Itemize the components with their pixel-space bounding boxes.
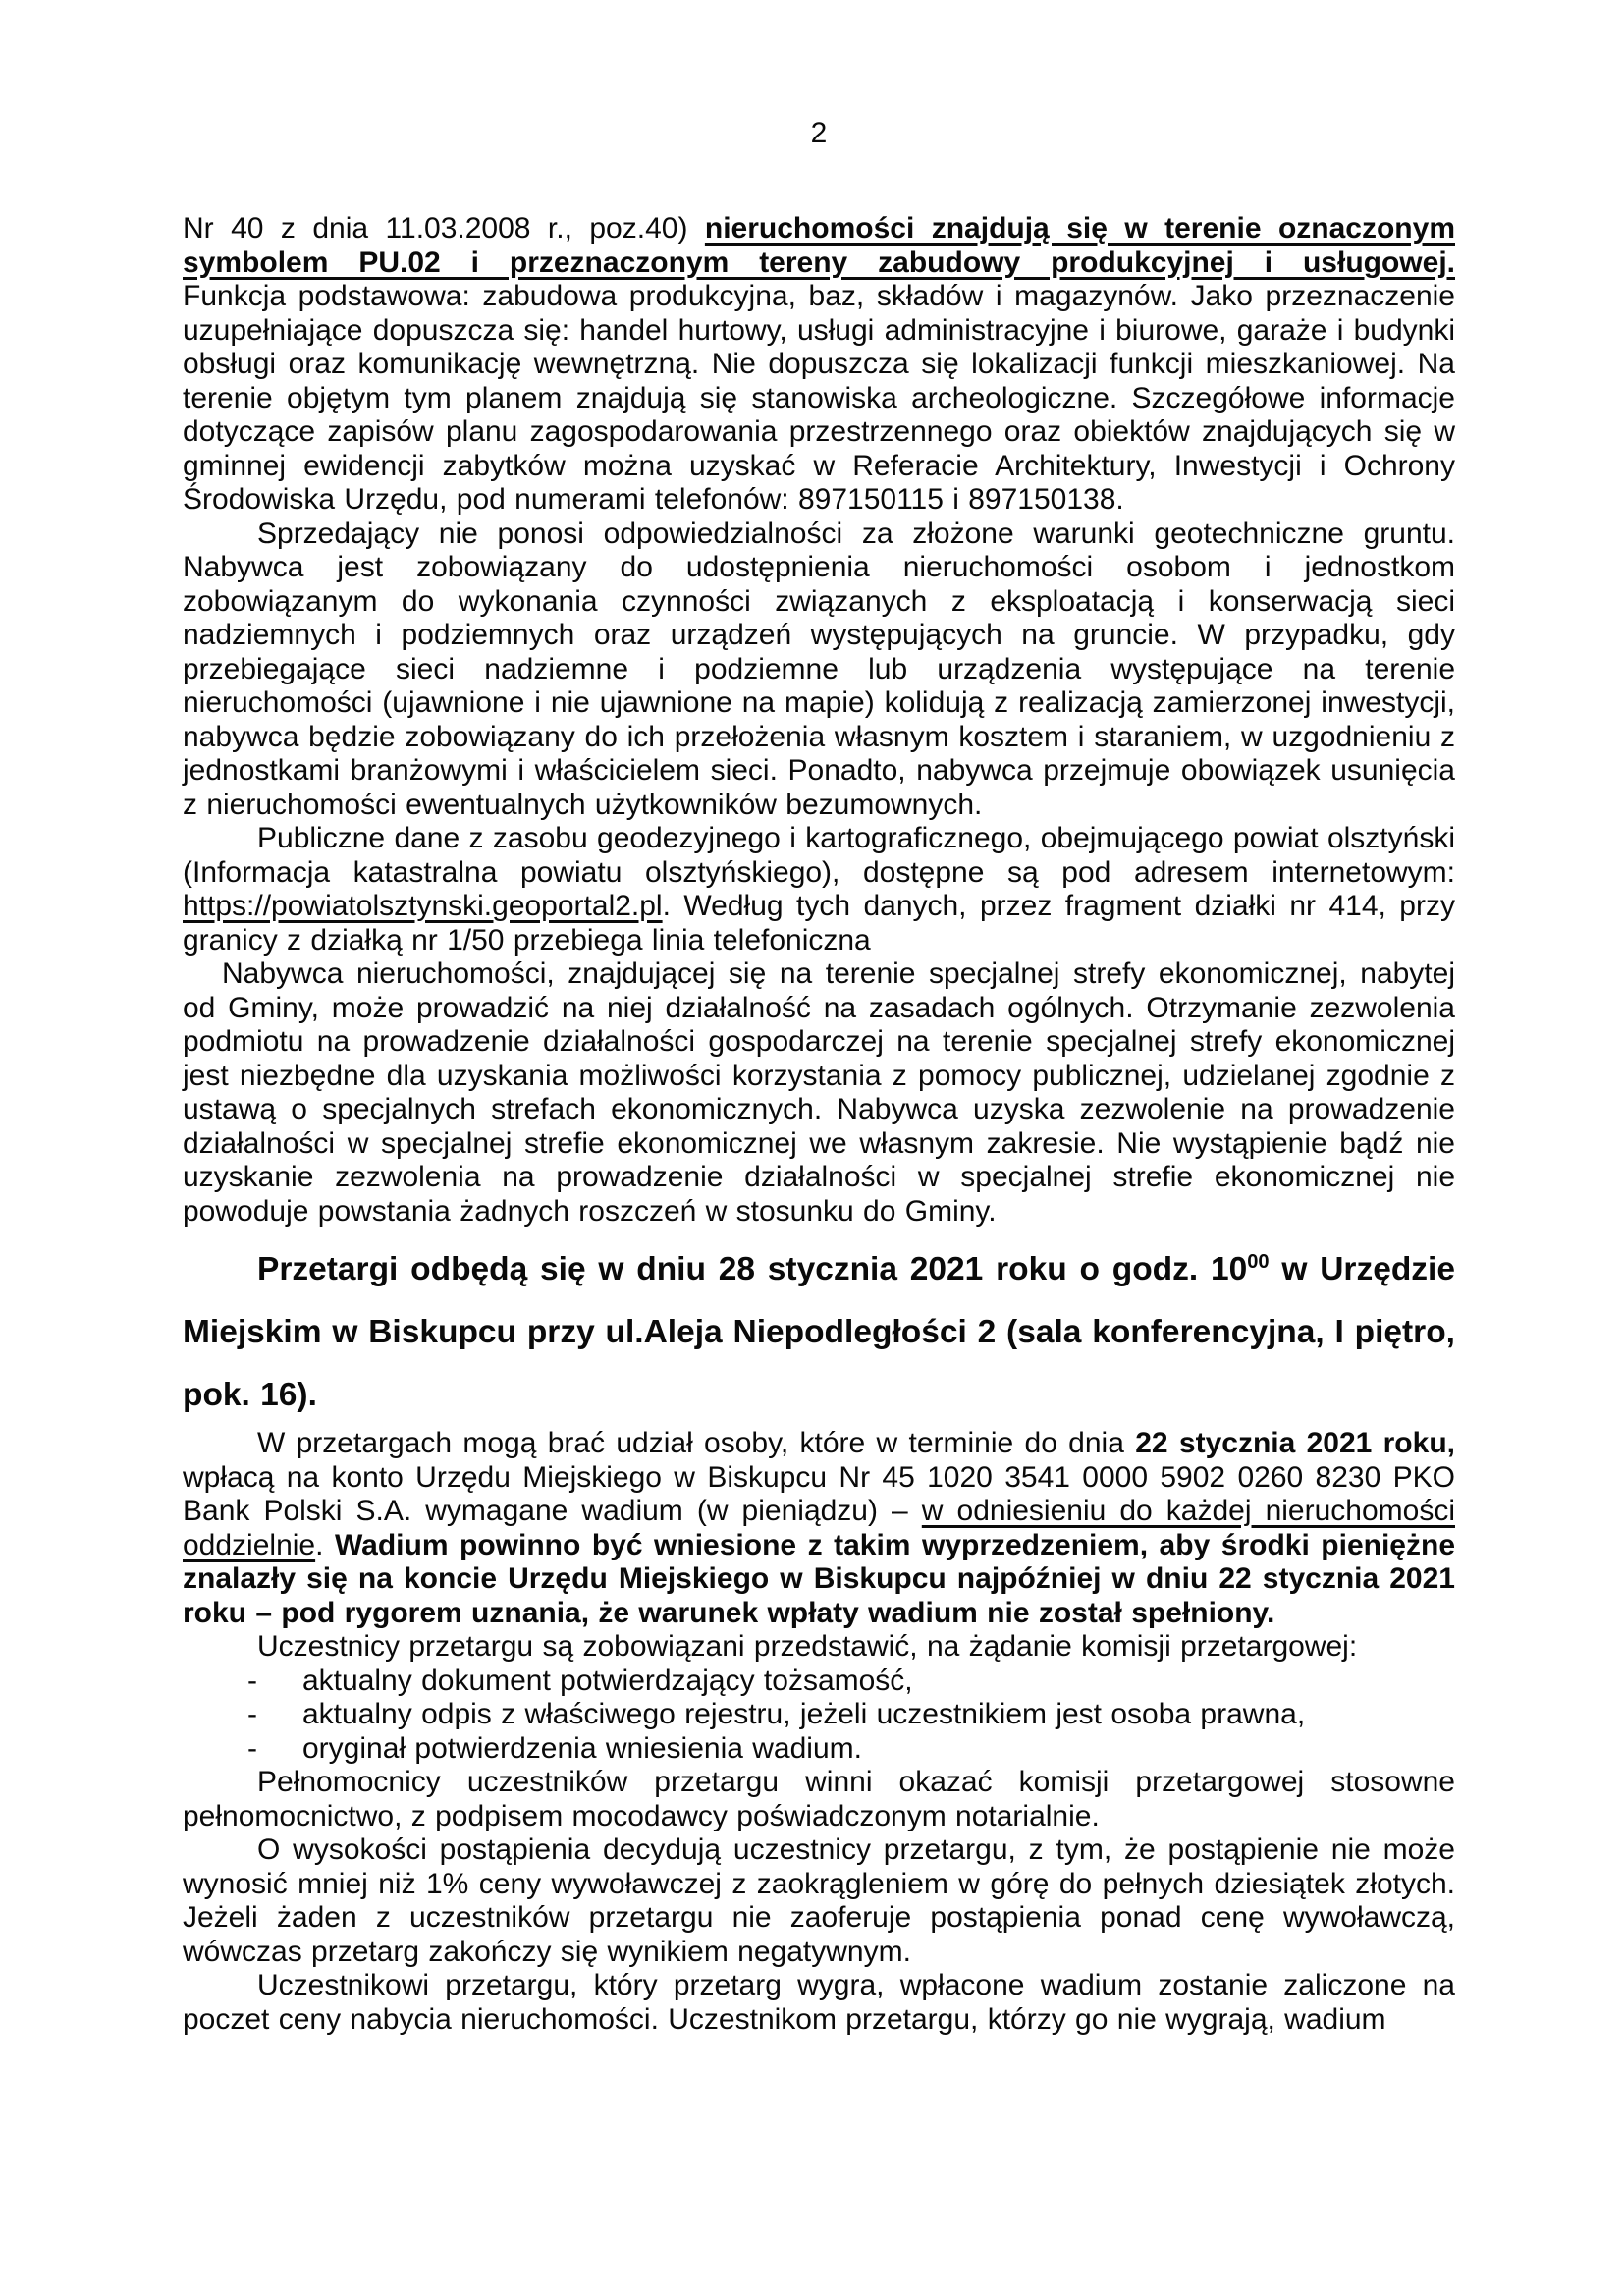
text-run: oryginał potwierdzenia wniesienia wadium.: [302, 1731, 862, 1765]
auction-date-heading: [183, 1238, 1455, 1427]
text-run: Przetargi odbędą się w dniu 28 stycznia 2021 roku o godz. 10: [257, 1251, 1248, 1287]
list-item-identity-document: [183, 1665, 1455, 1699]
text-run: -: [247, 1731, 257, 1765]
special-economic-zone: [183, 957, 1455, 1229]
text-run: Nr 40 z dnia 11.03.2008 r., poz.40): [183, 212, 705, 245]
list-item-registry-extract: [183, 1698, 1455, 1732]
text-run: Funkcja podstawowa: zabudowa produkcyjna, baz, składów i magazynów. Jako przeznaczenie uzupełniające dopuszcza się: handel hurtowy, usługi administracyjne i biurowe, garaże i budynki obsługi oraz komunikację wewnętrzną. Nie dopuszcza się lokalizacji funkcji mieszkaniowej. Na terenie objętym tym planem znajdują się stanowiska archeologiczne. Szczegółowe informacje dotyczące zapisów planu zagospodarowania przestrzennego oraz obiektów znajdujących się w gminnej ewidencji zabytków można uzyskać w Referacie Architektury, Inwestycji i Ochrony Środowiska Urzędu, pod numerami telefonów: 897150115 i 897150138.: [183, 280, 1455, 516]
text-run: symbolem PU.02 i przeznaczonym tereny zabudowy produkcyjnej i usługowej.: [183, 246, 1455, 279]
required-documents-intro: [183, 1630, 1455, 1665]
text-run: Uczestnicy przetargu są zobowiązani przedstawić, na żądanie komisji przetargowej:: [257, 1630, 1358, 1663]
text-run: W przetargach mogą brać udział osoby, które w terminie do dnia: [257, 1427, 1136, 1459]
text-run: -: [247, 1664, 257, 1697]
text-run: Wadium powinno być wniesione z takim wyprzedzeniem, aby środki pieniężne znalazły się na koncie Urzędu Miejskiego w Biskupcu najpóźniej w dniu 22 stycznia 2021 roku – pod rygorem uznania, że warunek wpłaty wadium nie został spełniony.: [183, 1528, 1456, 1629]
seller-liability: [183, 518, 1455, 823]
geodetic-data: [183, 822, 1455, 957]
text-run: Uczestnikowi przetargu, który przetarg wygra, wpłacone wadium zostanie zaliczone na poczet ceny nabycia nieruchomości. Uczestnikom przetargu, którzy go nie wygrają, wadium: [183, 1969, 1455, 2036]
text-run: .: [315, 1528, 335, 1561]
text-run: w odniesieniu do każdej nieruchomości oddzielnie: [183, 1495, 1455, 1561]
text-run: -: [247, 1698, 257, 1730]
text-run: Sprzedający nie ponosi odpowiedzialności za złożone warunki geotechniczne gruntu. Nabywca jest zobowiązany do udostępnienia nieruchomości osobom i jednostkom zobowiązanym do wykonania czynności związanych z eksploatacją i konserwacją sieci nadziemnych i podziemnych oraz urządzeń występujących na gruncie. W przypadku, gdy przebiegające sieci nadziemne i podziemne lub urządzenia występujące na terenie nieruchomości (ujawnione i nie ujawnione na mapie) kolidują z realizacją zamierzonej inwestycji, nabywca będzie zobowiązany do ich przełożenia własnym kosztem i staraniem, w uzgodnieniu z jednostkami branżowymi i właścicielem sieci. Ponadto, nabywca przejmuje obowiązek usunięcia z nieruchomości ewentualnych użytkowników bezumownych.: [183, 517, 1455, 821]
text-run: aktualny odpis z właściwego rejestru, jeżeli uczestnikiem jest osoba prawna,: [302, 1698, 1306, 1730]
geoportal-url: https://powiatolsztynski.geoportal2.pl: [183, 890, 663, 922]
text-run: 00: [1247, 1250, 1270, 1273]
text-run: . Według tych danych, przez fragment działki nr 414, przy granicy z działką nr 1/50 przebiega linia telefoniczna: [183, 890, 1455, 957]
text-run: Publiczne dane z zasobu geodezyjnego i kartograficznego, obejmującego powiat olsztyński (Informacja katastralna powiatu olsztyńskiego), dostępne są pod adresem internetowym:: [183, 822, 1455, 889]
text-run: Pełnomocnicy uczestników przetargu winni okazać komisji przetargowej stosowne pełnomocnictwo, z podpisem mocodawcy poświadczonym notarialnie.: [183, 1766, 1455, 1832]
list-item-deposit-proof: [183, 1732, 1455, 1767]
text-run: 22 stycznia 2021 roku,: [1135, 1427, 1455, 1459]
proxies-requirement: [183, 1766, 1455, 1833]
text-run: Nabywca nieruchomości, znajdującej się na terenie specjalnej strefy ekonomicznej, nabytej od Gminy, może prowadzić na niej działalność na zasadach ogólnych. Otrzymanie zezwolenia podmiotu na prowadzenie działalności gospodarczej na terenie specjalnej strefy ekonomicznej jest niezbędne dla uzyskania możliwości korzystania z pomocy publicznej, udzielanej zgodnie z ustawą o specjalnych strefach ekonomicznych. Nabywca uzyska zezwolenie na prowadzenie działalności w specjalnej strefie ekonomicznej we własnym zakresie. Nie wystąpienie bądź nie uzyskanie zezwolenia na prowadzenie działalności w specjalnej strefie ekonomicznej nie powoduje powstania żadnych roszczeń w stosunku do Gminy.: [183, 957, 1455, 1228]
intro-plan-designation: [183, 212, 1455, 280]
text-run: O wysokości postąpienia decydują uczestnicy przetargu, z tym, że postąpienie nie może wynosić mniej niż 1% ceny wywoławczej z zaokrągleniem w górę do pełnych dziesiątek złotych. Jeżeli żaden z uczestników przetargu nie zaoferuje postąpienia ponad cenę wywoławczą, wówczas przetarg zakończy się wynikiem negatywnym.: [183, 1833, 1455, 1968]
bid-increment-rules: [183, 1833, 1455, 1969]
deposit-requirements: [183, 1427, 1455, 1630]
text-run: w Urzędzie Miejskim w Biskupcu przy ul.Aleja Niepodległości 2 (sala konferencyjna, I piętro, pok. 16).: [183, 1251, 1455, 1413]
text-run: wpłacą na konto Urzędu Miejskiego w Biskupcu Nr 45 1020 3541 0000 5902 0260 8230 PKO Bank Polski S.A. wymagane wadium (w pieniądzu) –: [183, 1460, 1455, 1527]
page-number: 2: [810, 117, 828, 149]
plan-function: [183, 280, 1455, 518]
text-run: aktualny dokument potwierdzający tożsamość,: [302, 1664, 913, 1697]
text-run: nieruchomości znajdują się w terenie oznaczonym: [704, 212, 1455, 245]
deposit-settlement: [183, 1969, 1455, 2037]
document-body: [183, 212, 1455, 2037]
